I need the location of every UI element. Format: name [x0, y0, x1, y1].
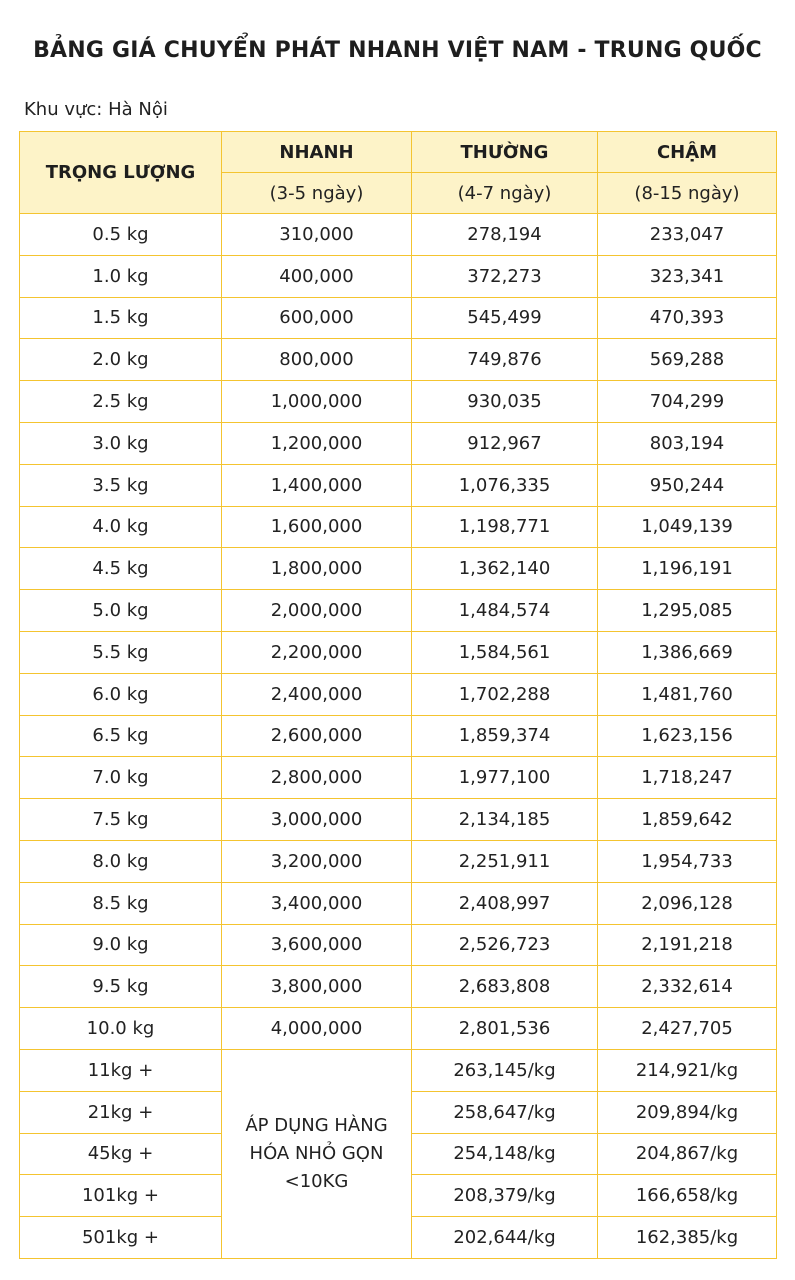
- weight-cell: 11kg +: [20, 1049, 222, 1091]
- weight-cell: 9.5 kg: [20, 966, 222, 1008]
- normal-price-per-kg-cell: 254,148/kg: [412, 1133, 598, 1175]
- normal-price-cell: 912,967: [412, 422, 598, 464]
- fast-price-cell: 1,000,000: [222, 381, 412, 423]
- fast-price-cell: 1,200,000: [222, 422, 412, 464]
- normal-price-cell: 1,362,140: [412, 548, 598, 590]
- weight-cell: 5.5 kg: [20, 631, 222, 673]
- header-slow-duration: (8-15 ngày): [598, 173, 777, 214]
- slow-price-cell: 1,295,085: [598, 590, 777, 632]
- slow-price-cell: 1,859,642: [598, 799, 777, 841]
- slow-price-cell: 323,341: [598, 255, 777, 297]
- normal-price-cell: 278,194: [412, 214, 598, 256]
- weight-cell: 7.0 kg: [20, 757, 222, 799]
- weight-cell: 10.0 kg: [20, 1008, 222, 1050]
- slow-price-cell: 233,047: [598, 214, 777, 256]
- price-table-header: [20, 132, 777, 214]
- fast-price-cell: 3,400,000: [222, 882, 412, 924]
- fast-price-cell: 3,200,000: [222, 840, 412, 882]
- slow-price-per-kg-cell: 166,658/kg: [598, 1175, 777, 1217]
- header-weight: TRỌNG LƯỢNG: [20, 132, 222, 214]
- normal-price-per-kg-cell: 263,145/kg: [412, 1049, 598, 1091]
- weight-cell: 45kg +: [20, 1133, 222, 1175]
- table-row: [20, 924, 777, 966]
- normal-price-per-kg-cell: 258,647/kg: [412, 1091, 598, 1133]
- table-row: [20, 422, 777, 464]
- table-row: [20, 214, 777, 256]
- table-row: [20, 590, 777, 632]
- weight-cell: 3.5 kg: [20, 464, 222, 506]
- weight-cell: 4.5 kg: [20, 548, 222, 590]
- normal-price-cell: 1,076,335: [412, 464, 598, 506]
- normal-price-cell: 372,273: [412, 255, 598, 297]
- slow-price-per-kg-cell: 209,894/kg: [598, 1091, 777, 1133]
- weight-cell: 3.0 kg: [20, 422, 222, 464]
- table-row: [20, 548, 777, 590]
- weight-cell: 1.5 kg: [20, 297, 222, 339]
- normal-price-per-kg-cell: 208,379/kg: [412, 1175, 598, 1217]
- header-normal-duration: (4-7 ngày): [412, 173, 598, 214]
- normal-price-cell: 1,584,561: [412, 631, 598, 673]
- bulk-note-cell: ÁP DỤNG HÀNG HÓA NHỎ GỌN <10KG: [222, 1049, 412, 1258]
- fast-price-cell: 2,000,000: [222, 590, 412, 632]
- fast-price-cell: 310,000: [222, 214, 412, 256]
- normal-price-cell: 2,801,536: [412, 1008, 598, 1050]
- fast-price-cell: 600,000: [222, 297, 412, 339]
- fast-price-cell: 3,800,000: [222, 966, 412, 1008]
- weight-cell: 2.5 kg: [20, 381, 222, 423]
- normal-price-cell: 2,526,723: [412, 924, 598, 966]
- weight-cell: 21kg +: [20, 1091, 222, 1133]
- table-row: [20, 715, 777, 757]
- slow-price-cell: 1,954,733: [598, 840, 777, 882]
- table-row: [20, 506, 777, 548]
- slow-price-cell: 2,332,614: [598, 966, 777, 1008]
- fast-price-cell: 2,400,000: [222, 673, 412, 715]
- slow-price-cell: 803,194: [598, 422, 777, 464]
- normal-price-cell: 1,702,288: [412, 673, 598, 715]
- table-row: [20, 799, 777, 841]
- fast-price-cell: 2,600,000: [222, 715, 412, 757]
- normal-price-cell: 930,035: [412, 381, 598, 423]
- normal-price-cell: 1,484,574: [412, 590, 598, 632]
- price-table: [19, 131, 777, 1259]
- weight-cell: 6.5 kg: [20, 715, 222, 757]
- normal-price-cell: 749,876: [412, 339, 598, 381]
- page-title: BẢNG GIÁ CHUYỂN PHÁT NHANH VIỆT NAM - TRUNG QUỐC: [33, 38, 762, 63]
- weight-cell: 6.0 kg: [20, 673, 222, 715]
- weight-cell: 2.0 kg: [20, 339, 222, 381]
- table-row: [20, 631, 777, 673]
- slow-price-cell: 1,386,669: [598, 631, 777, 673]
- table-row: [20, 757, 777, 799]
- fast-price-cell: 800,000: [222, 339, 412, 381]
- price-table-body: [20, 214, 777, 1259]
- slow-price-cell: 1,718,247: [598, 757, 777, 799]
- normal-price-cell: 2,134,185: [412, 799, 598, 841]
- fast-price-cell: 400,000: [222, 255, 412, 297]
- normal-price-cell: 1,977,100: [412, 757, 598, 799]
- normal-price-cell: 1,198,771: [412, 506, 598, 548]
- slow-price-cell: 1,049,139: [598, 506, 777, 548]
- header-fast-duration: (3-5 ngày): [222, 173, 412, 214]
- weight-cell: 9.0 kg: [20, 924, 222, 966]
- fast-price-cell: 1,400,000: [222, 464, 412, 506]
- normal-price-cell: 1,859,374: [412, 715, 598, 757]
- table-row: [20, 1008, 777, 1050]
- fast-price-cell: 2,800,000: [222, 757, 412, 799]
- weight-cell: 8.0 kg: [20, 840, 222, 882]
- table-row: [20, 464, 777, 506]
- normal-price-cell: 2,683,808: [412, 966, 598, 1008]
- weight-cell: 1.0 kg: [20, 255, 222, 297]
- table-row: [20, 255, 777, 297]
- slow-price-cell: 2,096,128: [598, 882, 777, 924]
- slow-price-cell: 704,299: [598, 381, 777, 423]
- weight-cell: 501kg +: [20, 1217, 222, 1259]
- slow-price-cell: 950,244: [598, 464, 777, 506]
- fast-price-cell: 3,600,000: [222, 924, 412, 966]
- header-normal: THƯỜNG: [412, 132, 598, 173]
- table-row: [20, 882, 777, 924]
- slow-price-cell: 470,393: [598, 297, 777, 339]
- fast-price-cell: 2,200,000: [222, 631, 412, 673]
- slow-price-per-kg-cell: 204,867/kg: [598, 1133, 777, 1175]
- weight-cell: 4.0 kg: [20, 506, 222, 548]
- table-row: [20, 297, 777, 339]
- header-slow: CHẬM: [598, 132, 777, 173]
- table-row: [20, 966, 777, 1008]
- slow-price-cell: 1,481,760: [598, 673, 777, 715]
- weight-cell: 7.5 kg: [20, 799, 222, 841]
- table-row: [20, 840, 777, 882]
- weight-cell: 5.0 kg: [20, 590, 222, 632]
- header-fast: NHANH: [222, 132, 412, 173]
- table-row: [20, 339, 777, 381]
- bulk-table-row: [20, 1049, 777, 1091]
- normal-price-cell: 2,408,997: [412, 882, 598, 924]
- fast-price-cell: 4,000,000: [222, 1008, 412, 1050]
- table-row: [20, 381, 777, 423]
- slow-price-cell: 569,288: [598, 339, 777, 381]
- slow-price-per-kg-cell: 214,921/kg: [598, 1049, 777, 1091]
- normal-price-cell: 2,251,911: [412, 840, 598, 882]
- slow-price-cell: 2,191,218: [598, 924, 777, 966]
- weight-cell: 101kg +: [20, 1175, 222, 1217]
- slow-price-cell: 2,427,705: [598, 1008, 777, 1050]
- slow-price-cell: 1,196,191: [598, 548, 777, 590]
- normal-price-per-kg-cell: 202,644/kg: [412, 1217, 598, 1259]
- region-label: Khu vực: Hà Nội: [24, 99, 168, 120]
- fast-price-cell: 3,000,000: [222, 799, 412, 841]
- normal-price-cell: 545,499: [412, 297, 598, 339]
- fast-price-cell: 1,600,000: [222, 506, 412, 548]
- weight-cell: 8.5 kg: [20, 882, 222, 924]
- slow-price-per-kg-cell: 162,385/kg: [598, 1217, 777, 1259]
- table-row: [20, 673, 777, 715]
- slow-price-cell: 1,623,156: [598, 715, 777, 757]
- weight-cell: 0.5 kg: [20, 214, 222, 256]
- fast-price-cell: 1,800,000: [222, 548, 412, 590]
